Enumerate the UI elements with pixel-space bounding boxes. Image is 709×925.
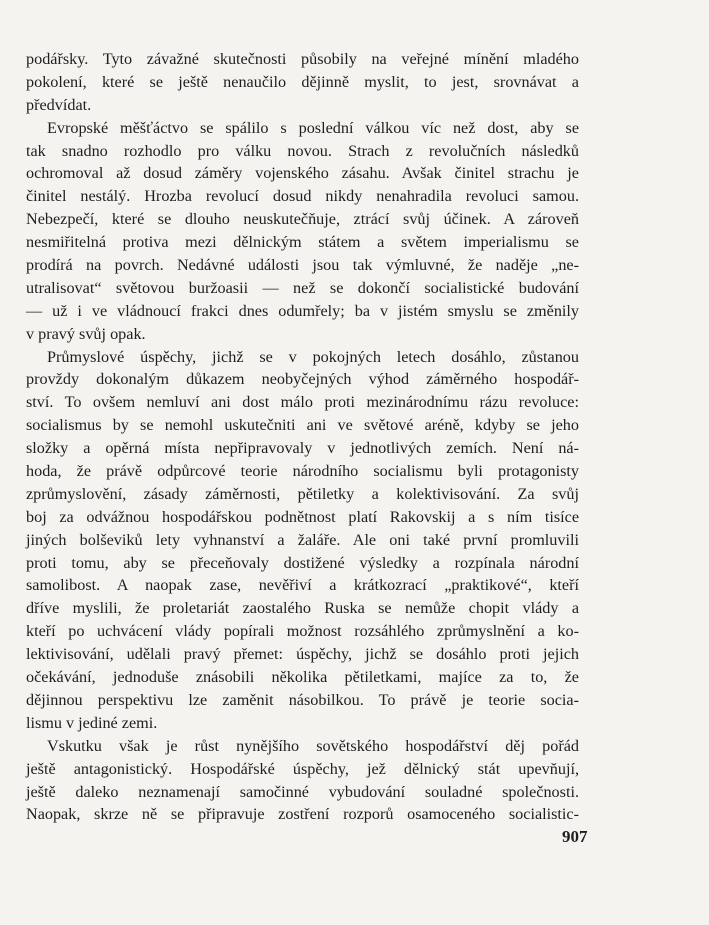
text-line: kteří po uchvácení vlády popírali možnost rozsáhlého zprůmyslnění a ko- <box>26 622 579 641</box>
text-line: ochromoval až dosud záměry vojenského zásahu. Avšak činitel strachu je <box>26 164 579 183</box>
text-line: Nebezpečí, které se dlouho neuskutečňuje, ztrácí svůj účinek. A zároveň <box>26 210 579 229</box>
text-line: hoda, že právě odpůrcové teorie národního socialismu byli protagonisty <box>26 462 579 481</box>
text-line: socialismus by se nemohl uskutečniti ani ve světové aréně, kdyby se jeho <box>26 416 579 435</box>
text-line: provždy dokonalým důkazem neobyčejných výhod záměrného hospodář- <box>26 370 579 389</box>
text-line: Vskutku však je růst nynějšího sovětského hospodářství děj pořád <box>47 736 579 755</box>
text-line: podářsky. Tyto závažné skutečnosti působily na veřejné mínění mladého <box>26 50 579 68</box>
text-line: ství. To ovšem nemluví ani dost málo proti mezinárodnímu rázu revoluce: <box>26 393 579 412</box>
text-line: prodírá na povrch. Nedávné události jsou tak výmluvné, že naděje „ne- <box>26 256 579 275</box>
text-line: Evropské měšťáctvo se spálilo s poslední válkou víc než dost, aby se <box>47 118 579 137</box>
text-line: ještě daleko neznamenají samočinné vybudování souladné společnosti. <box>26 782 579 801</box>
text-line: složky a opěrná místa nepřipravovaly v jednotlivých zemích. Není ná- <box>26 439 579 458</box>
paragraph-4 <box>26 735 579 827</box>
text-line: tak snadno rozhodlo pro válku novou. Strach z revolučních následků <box>26 141 579 160</box>
text-line: samolibost. A naopak zase, nevěřiví a krátkozrací „praktikové“, kteří <box>26 576 579 595</box>
text-line: pokolení, které se ještě nenaučilo dějinně myslit, to jest, srovnávat a <box>26 72 579 91</box>
text-line: činitel nestálý. Hrozba revolucí dosud nikdy nenahradila revoluci samou. <box>26 187 579 206</box>
text-line: utralisovat“ světovou buržoasii — než se dokončí socialistické budování <box>26 278 579 297</box>
text-line: jiných bolševiků lety vyhnanství a žaláře. Ale oni také první promluvili <box>26 530 579 549</box>
text-line: nesmiřitelná protiva mezi dělnickým státem a světem imperialismu se <box>26 233 579 252</box>
text-line: dějinnou perspektivu lze zaměnit násobilkou. To právě je teorie socia- <box>26 690 579 709</box>
paragraph-2 <box>26 117 579 346</box>
text-line: dříve myslili, že proletariát zaostalého Ruska se nemůže chopit vlády a <box>26 599 579 618</box>
text-line: — už i ve vládnoucí frakci dnes odumřely; ba v jistém smyslu se změnily <box>26 301 579 320</box>
page-number: 907 <box>562 827 588 846</box>
text-line: proti tomu, aby se přeceňovaly dostižené výsledky a rozpínala národní <box>26 553 579 572</box>
text-line: lektivisování, udělali pravý přemet: úspěchy, jichž se dosáhlo proti jejich <box>26 645 579 664</box>
text-line: Naopak, skrze ně se připravuje zostření rozporů osamoceného socialistic- <box>26 805 579 824</box>
text-line: lismu v jediné zemi. <box>26 713 158 732</box>
text-line: ještě antagonistický. Hospodářské úspěchy, jež dělnický stát upevňují, <box>26 759 579 778</box>
text-line: v pravý svůj opak. <box>26 324 146 343</box>
text-line: zprůmyslovění, zásady záměrnosti, pětiletky a kolektivisování. Za svůj <box>26 484 579 503</box>
page-text <box>26 48 579 826</box>
paragraph-3 <box>26 346 579 735</box>
text-line: boj za odvážnou hospodářskou podnětnost platí Rakovskij a s ním tisíce <box>26 507 579 526</box>
text-line: očekávání, jednoduše znásobili několika pětiletkami, majíce za to, že <box>26 668 579 687</box>
paragraph-1 <box>26 48 579 117</box>
text-line: předvídat. <box>26 95 92 114</box>
text-line: Průmyslové úspěchy, jichž se v pokojných letech dosáhlo, zůstanou <box>47 347 579 366</box>
